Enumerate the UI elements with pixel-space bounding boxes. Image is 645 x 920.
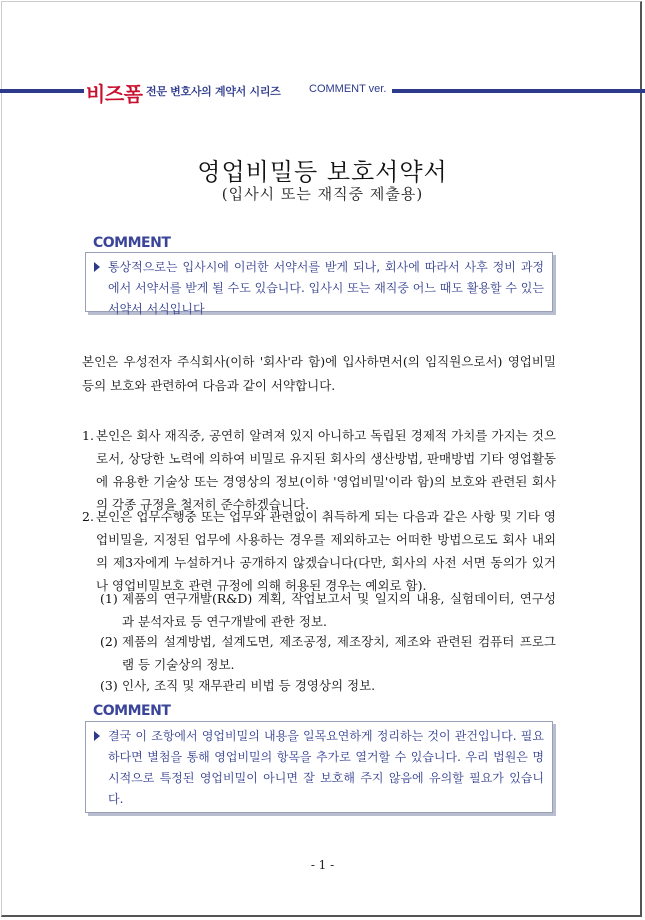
document-header [0, 80, 645, 106]
header-bar-right [392, 89, 645, 93]
clause-text: 본인은 업무수행중 또는 업무와 관련없이 취득하게 되는 다음과 같은 사항 및 기타 영업비밀을, 지정된 업무에 사용하는 경우를 제외하고는 어떠한 방법으로도 회사 내외의 제3자에게 누설하거나 공개하지 않겠습니다(다만, 회사의 사전 서면 동의가 있거나 영업비밀보호 관련 규정에 의해 허용된 경우는 예외로 함). [96, 509, 556, 593]
header-bar-left [0, 89, 84, 93]
brand-logo: 비즈폼 [86, 82, 143, 106]
arrow-icon [94, 262, 100, 272]
comment-version-label: COMMENT ver. [309, 83, 387, 95]
comment-text: 통상적으로는 입사시에 이러한 서약서를 받게 되나, 회사에 따라서 사후 정비 과정에서 서약서를 받게 될 수도 있습니다. 입사시 또는 재직중 어느 때도 활용할 수 있는 서약서 서식입니다 [108, 260, 544, 316]
subitem-number: (1) [100, 591, 118, 606]
intro-paragraph: 본인은 우성전자 주식회사(이하 '회사'라 함)에 입사하면서(의 임직원으로서) 영업비밀등의 보호와 관련하여 다음과 같이 서약합니다. [82, 354, 556, 393]
subitem-number: (2) [100, 634, 118, 649]
document-title: 영업비밀등 보호서약서 [197, 158, 448, 186]
clause-number: 1. [82, 428, 94, 443]
comment-text: 결국 이 조항에서 영업비밀의 내용을 일목요연하게 정리하는 것이 관건입니다. 필요하다면 별첨을 통해 영업비밀의 항목을 추가로 열거할 수 있습니다. 우리 법원은 명시적으로 특정된 영업비밀이 아니면 잘 보호해 주지 않음에 유의할 필요가 있습니다. [108, 729, 544, 806]
arrow-icon [94, 731, 100, 741]
series-title: 전문 변호사의 계약서 시리즈 [146, 85, 281, 98]
subitem [100, 630, 556, 676]
clause-item [82, 424, 556, 516]
subitem [100, 674, 556, 697]
comment-label: COMMENT [93, 703, 171, 719]
document-subtitle: (입사시 또는 재직중 제출용) [221, 185, 424, 203]
comment-label: COMMENT [93, 235, 171, 251]
clause-text: 본인은 회사 재직중, 공연히 알려져 있지 아니하고 독립된 경제적 가치를 가지는 것으로서, 상당한 노력에 의하여 비밀로 유지된 회사의 생산방법, 판매방법 기타 영업활동에 유용한 기술상 또는 경영상의 정보(이하 '영업비밀'이라 함)의 보호와 관련된 회사의 각종 규정을 철저히 준수하겠습니다. [96, 428, 556, 512]
subitem-text: 제품의 연구개발(R&D) 계획, 작업보고서 및 일지의 내용, 실험데이터, 연구성과 분석자료 등 연구개발에 관한 정보. [122, 591, 556, 629]
subitem-text: 제품의 설계방법, 설계도면, 제조공정, 제조장치, 제조와 관련된 컴퓨터 프로그램 등 기술상의 정보. [122, 634, 556, 672]
subitem-text: 인사, 조직 및 재무관리 비법 등 경영상의 정보. [122, 678, 376, 693]
subitem [100, 587, 556, 633]
subitem-number: (3) [100, 678, 118, 693]
comment-box [85, 252, 553, 316]
clause-item [82, 505, 556, 597]
comment-box [85, 721, 553, 813]
page-number: - 1 - [310, 858, 335, 872]
clause-number: 2. [82, 509, 94, 524]
